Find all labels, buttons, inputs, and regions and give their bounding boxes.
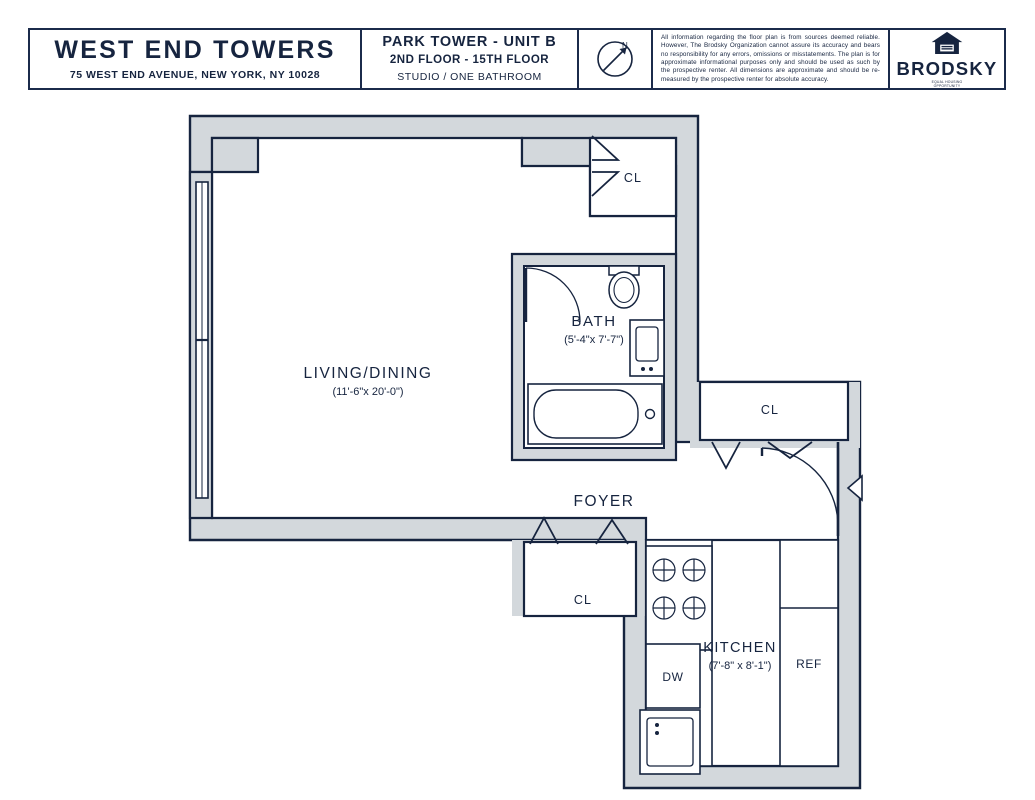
closet-top bbox=[522, 136, 676, 216]
range-icon bbox=[646, 546, 712, 650]
building-address: 75 WEST END AVENUE, NEW YORK, NY 10028 bbox=[69, 68, 321, 81]
refrigerator-label: REF bbox=[796, 657, 822, 671]
unit-type: STUDIO / ONE BATHROOM bbox=[397, 70, 542, 83]
kitchen-sink-icon bbox=[640, 710, 700, 774]
equal-housing-label-2: OPPORTUNITY bbox=[933, 83, 961, 88]
unit-title: PARK TOWER - UNIT B bbox=[382, 33, 557, 50]
building-name: WEST END TOWERS bbox=[54, 36, 336, 65]
living-dining-dimensions: (11'-6"x 20'-0") bbox=[332, 386, 404, 398]
equal-housing-icon bbox=[930, 30, 964, 56]
closet-top-label: CL bbox=[623, 171, 643, 185]
disclaimer-text: All information regarding the floor plan is from sources deemed reliable. However, The Brodsky Organization cannot assure its accuracy and bears no responsibility for any errors, omissions or misstatements. The plan is for approximate informational purposes only and should be used as such by the prospective renter. All dimensions are approximate and should be re-measured by the prospective renter for absolute accuracy. bbox=[661, 34, 880, 83]
bathroom-sink-icon bbox=[630, 320, 664, 376]
building-identity bbox=[30, 30, 360, 88]
foyer-label: FOYER bbox=[573, 493, 635, 510]
unit-identity bbox=[362, 30, 577, 88]
brand-name: BRODSKY bbox=[896, 57, 998, 79]
dishwasher-icon bbox=[646, 644, 700, 708]
bathroom bbox=[512, 254, 676, 460]
disclaimer-cell bbox=[653, 30, 888, 88]
bathtub-icon bbox=[528, 384, 662, 444]
kitchen-label: KITCHEN bbox=[703, 640, 777, 656]
closet-bottom-label: CL bbox=[573, 593, 593, 607]
dishwasher-label: DW bbox=[662, 670, 684, 684]
compass-north-label: N bbox=[622, 41, 628, 50]
refrigerator-icon bbox=[780, 540, 838, 766]
living-window-wall bbox=[196, 182, 208, 498]
kitchen bbox=[640, 540, 838, 774]
bath-dimensions: (5'-4"x 7'-7") bbox=[564, 334, 624, 346]
equal-housing-label-1: EQUAL HOUSING bbox=[931, 79, 963, 84]
unit-floors: 2ND FLOOR - 15TH FLOOR bbox=[389, 54, 550, 67]
compass-icon bbox=[592, 36, 638, 82]
floor-plan bbox=[0, 96, 1035, 800]
floor-plan-drawing bbox=[0, 96, 1035, 800]
living-dining-label: LIVING/DINING bbox=[303, 365, 433, 382]
closet-mid-label: CL bbox=[760, 403, 780, 417]
bath-label: BATH bbox=[571, 313, 617, 330]
kitchen-dimensions: (7'-8" x 8'-1") bbox=[708, 660, 772, 672]
compass-cell bbox=[579, 30, 651, 88]
brand-logo bbox=[890, 30, 1004, 88]
toilet-icon bbox=[609, 266, 639, 308]
title-block bbox=[28, 28, 1006, 90]
